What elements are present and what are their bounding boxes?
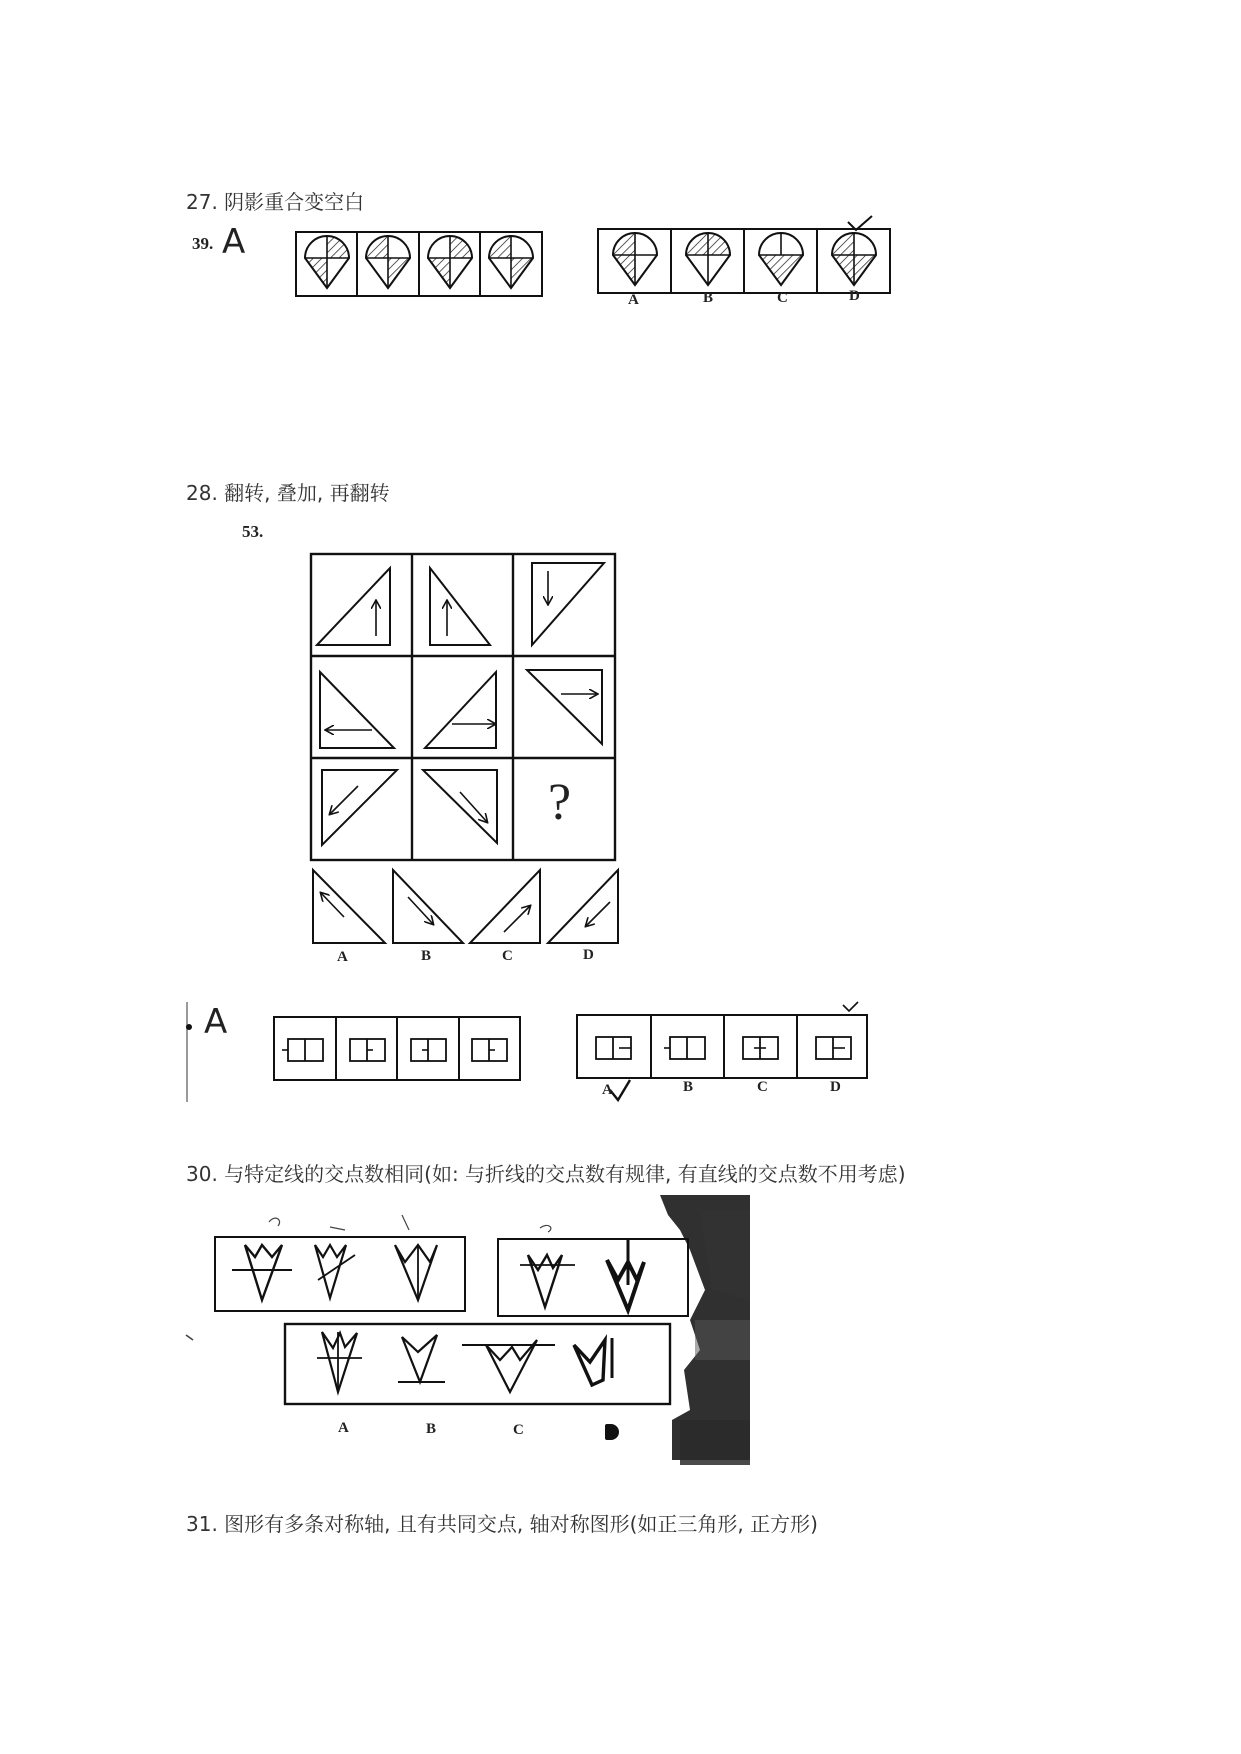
q28-option-c-label: C — [502, 948, 513, 964]
q29-option-b-label: B — [683, 1079, 694, 1095]
q28-option-b-label: B — [421, 948, 432, 964]
q30-option-c-label: C — [513, 1422, 524, 1438]
q28-heading: 28. 翻转, 叠加, 再翻转 — [186, 481, 390, 505]
q27-option-d-label: D — [849, 288, 860, 304]
q29-handwritten-answer: A — [204, 1002, 228, 1042]
q27-option-b-label: B — [703, 290, 714, 306]
q28-option-a-label: A — [337, 949, 348, 965]
q27-handwritten-answer: A — [222, 222, 246, 262]
q27-number: 39. — [192, 234, 214, 253]
q28-option-d-label: D — [583, 947, 594, 963]
q31-heading: 31. 图形有多条对称轴, 且有共同交点, 轴对称图形(如正三角形, 正方形) — [186, 1512, 818, 1536]
q27-heading: 27. 阴影重合变空白 — [186, 190, 365, 214]
q30-option-a-label: A — [338, 1420, 349, 1436]
q27-option-a-label: A — [628, 292, 639, 308]
q28-question-mark: ? — [548, 774, 572, 831]
q30-option-b-label: B — [426, 1421, 437, 1437]
q29-option-c-label: C — [757, 1079, 768, 1095]
q28-number: 53. — [242, 522, 264, 541]
q29-option-a-label: A — [602, 1082, 613, 1098]
q27-option-c-label: C — [777, 290, 788, 306]
q30-heading: 30. 与特定线的交点数相同(如: 与折线的交点数有规律, 有直线的交点数不用考虑) — [186, 1162, 906, 1186]
q29-option-d-label: D — [830, 1079, 841, 1095]
